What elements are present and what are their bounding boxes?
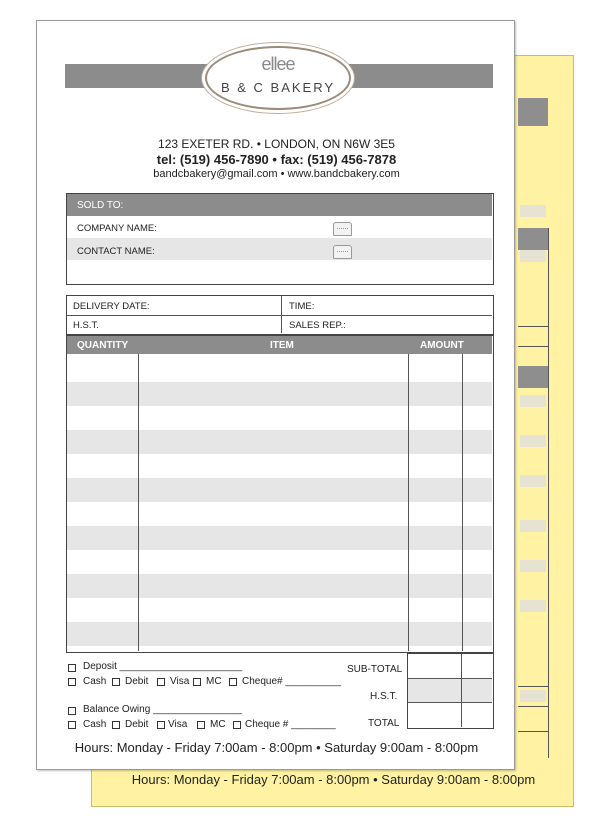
bakery-logo — [205, 46, 351, 110]
table-row — [67, 622, 492, 646]
sold-to-header: SOLD TO: — [67, 194, 492, 216]
hours-text: Hours: Monday - Friday 7:00am - 8:00pm • Saturday 9:00am - 8:00pm — [74, 740, 479, 755]
deposit-debit-label: Debit — [125, 676, 149, 687]
yellow-hours-text: Hours: Monday - Friday 7:00am - 8:00pm • Saturday 9:00am - 8:00pm — [131, 772, 536, 787]
email-website: bandcbakery@gmail.com • www.bandcbakery.com — [153, 168, 400, 180]
balance-checkbox[interactable] — [68, 707, 76, 715]
yellow-gray-bar — [518, 228, 548, 250]
table-row — [67, 526, 492, 550]
table-row — [67, 574, 492, 598]
company-name-label: COMPANY NAME: — [77, 223, 157, 234]
column-header-quantity: QUANTITY — [77, 340, 129, 351]
balance-debit-label: Debit — [125, 719, 149, 730]
yellow-header-band — [518, 98, 548, 126]
table-row — [67, 430, 492, 454]
hst-label: H.S.T. — [73, 320, 99, 331]
deposit-cash-label: Cash — [83, 676, 107, 687]
telephone-icon — [333, 245, 352, 259]
balance-owing-label: Balance Owing ________________ — [83, 704, 243, 715]
balance-cash-checkbox[interactable] — [68, 721, 76, 729]
logo-swirl: ellee — [261, 54, 295, 74]
deposit-visa-checkbox[interactable] — [157, 678, 165, 686]
deposit-cheque-label: Cheque# __________ — [242, 676, 341, 687]
deposit-checkbox[interactable] — [68, 664, 76, 672]
sold-to-box — [66, 193, 494, 285]
sales-rep-label: SALES REP.: — [289, 320, 346, 331]
items-table — [66, 335, 494, 653]
business-name: B & C BAKERY — [220, 80, 336, 95]
balance-mc-checkbox[interactable] — [197, 721, 205, 729]
balance-visa-label: Visa — [168, 719, 188, 730]
table-row — [67, 478, 492, 502]
subtotal-label: SUB-TOTAL — [347, 664, 403, 675]
deposit-cash-checkbox[interactable] — [68, 678, 76, 686]
yellow-gray-bar — [518, 366, 548, 388]
items-header — [67, 336, 492, 354]
balance-cheque-label: Cheque # ________ — [245, 719, 336, 730]
contact-name-label: CONTACT NAME: — [77, 246, 155, 257]
balance-cheque-checkbox[interactable] — [233, 721, 241, 729]
delivery-box — [66, 295, 494, 335]
deposit-label: Deposit ______________________ — [83, 661, 243, 672]
delivery-date-label: DELIVERY DATE: — [73, 301, 150, 312]
deposit-debit-checkbox[interactable] — [112, 678, 120, 686]
balance-cash-label: Cash — [83, 719, 107, 730]
balance-visa-checkbox[interactable] — [157, 721, 165, 729]
phone-fax: tel: (519) 456-7890 • fax: (519) 456-7878 — [156, 152, 397, 167]
column-header-item: ITEM — [270, 340, 294, 351]
deposit-visa-label: Visa — [170, 676, 190, 687]
deposit-mc-label: MC — [206, 676, 222, 687]
address: 123 EXETER RD. • LONDON, ON N6W 3E5 — [158, 137, 395, 151]
telephone-icon — [333, 222, 352, 236]
time-label: TIME: — [289, 301, 315, 312]
deposit-mc-checkbox[interactable] — [193, 678, 201, 686]
invoice-sheet — [36, 20, 515, 770]
balance-debit-checkbox[interactable] — [112, 721, 120, 729]
deposit-cheque-checkbox[interactable] — [229, 678, 237, 686]
table-row — [67, 382, 492, 406]
totals-box — [407, 653, 494, 729]
hst-total-label: H.S.T. — [370, 691, 398, 702]
column-header-amount: AMOUNT — [420, 340, 464, 351]
balance-mc-label: MC — [210, 719, 226, 730]
total-label: TOTAL — [368, 718, 400, 729]
